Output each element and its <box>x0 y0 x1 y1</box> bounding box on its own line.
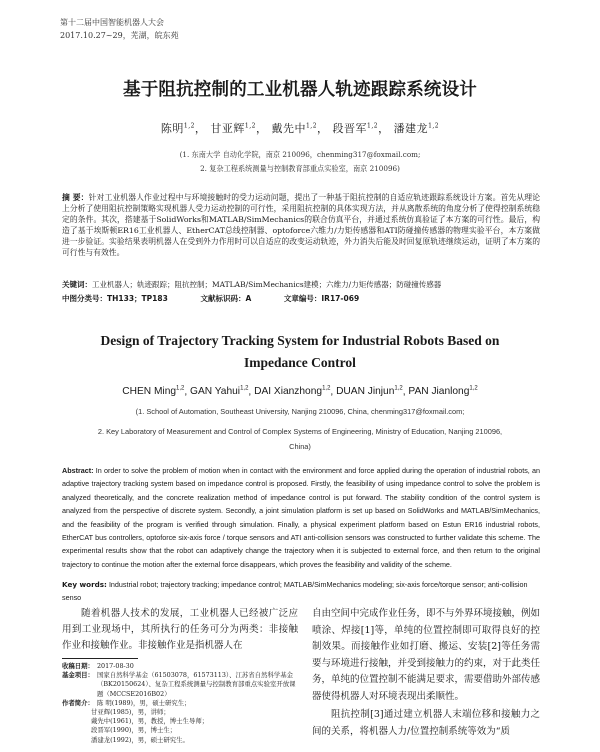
body-column-left <box>62 606 298 654</box>
footnote-author-bio: 戴先中(1961)，男，教授，博士生导师； <box>91 717 209 726</box>
title-english: Design of Trajectory Tracking System for Industrial Robots Based on Impedance Control <box>100 333 500 370</box>
affiliation-en-2: 2. Key Laboratory of Measurement and Control of Complex Systems of Engineering, Ministry of Education, Nanjing 210096, China) <box>97 427 503 451</box>
authors-chinese: 陈明$^{1,2}$， 甘亚辉$^{1,2}$， 戴先中$^{1,2}$， 段晋军$^{1,2}$， 潘建龙$^{1,2}$ <box>160 122 440 135</box>
keywords-cn-text: 工业机器人；轨迹跟踪；阻抗控制；MATLAB/SimMechanics建模；六维力/力矩传感器；防碰撞传感器 <box>92 280 442 289</box>
clc-number: 中图分类号：TH133；TP183 <box>62 294 168 303</box>
author-cn: 陈明$^{1,2}$ <box>160 122 195 135</box>
body-paragraph: 自由空间中完成作业任务，即不与外界环境接触，例如喷涂、焊接[1]等，单纯的位置控制即可取得良好的控制效果。而接触作业如打磨、搬运、安装[2]等任务需要与环境进行接触，并受到接触力的约束，对于此类任务，单纯的位置控制不能满足要求，需要借助外部传感器使得机器人对环境表现出柔顺性。 <box>312 608 541 702</box>
author-cn: 戴先中$^{1,2}$ <box>271 122 318 135</box>
footnotes <box>62 662 298 745</box>
abstract-english <box>62 464 540 571</box>
author-cn: 潘建龙$^{1,2}$ <box>393 122 440 135</box>
conference-name: 第十二届中国智能机器人大会 <box>60 18 164 27</box>
conference-header <box>60 16 179 42</box>
author-en: DUAN Jinjun$^{1,2}$ <box>336 386 403 398</box>
body-paragraph: 阻抗控制[3]通过建立机器人末端位移和接触力之间的关系，将机器人力/位置控制系统等效为“质 <box>312 709 540 737</box>
abstract-cn-label: 摘 要： <box>62 193 89 202</box>
body-column-right <box>312 606 540 740</box>
affiliation-en-1: (1. School of Automation, Southeast University, Nanjing 210096, China, chenming317@foxmail.com; <box>135 407 465 416</box>
affiliation-cn-2: 2. 复杂工程系统测量与控制教育部重点实验室，南京 210096) <box>200 164 400 173</box>
keywords-cn-label: 关键词： <box>62 280 92 289</box>
keywords-en-label: Key words: <box>62 580 107 589</box>
abstract-cn-text: 针对工业机器人作业过程中与环境接触时的受力运动问题，提出了一种基于阻抗控制的自适应轨迹跟踪系统设计方案。首先从理论上分析了使用阻抗控制策略实现机器人受力运动控制的可行性，采用阻抗控制的具体实现方法，并从离散系统的角度分析了使得控制系统稳定的条件。其次，搭建基于SolidWorks和MATLAB/SimMechanics的联合仿真平台，并通过系统仿真验证了本方案的可行性。最后，构造了基于埃斯顿ER16工业机器人、EtherCAT总线控制器、optoforce六维力/力矩传感器和ATI防碰撞传感器的物理实验平台，本方案做进一步验证。实验结果表明机器人在受到外力作用时可以自适应的改变运动轨迹，外力消失后能及时回复原轨迹继续运动，证明了本方案的可行性与有效性。 <box>62 193 540 257</box>
footnote-received: 收稿日期： 2017-08-30 <box>62 662 134 670</box>
author-cn: 甘亚辉$^{1,2}$ <box>210 122 256 135</box>
footnote-author-bio: 作者简介： 陈 明(1989)，男，硕士研究生； <box>62 698 191 707</box>
abstract-chinese <box>62 192 540 258</box>
affiliation-cn-1: (1. 东南大学 自动化学院，南京 210096，chenming317@foxmail.com; <box>179 150 421 159</box>
keywords-english <box>62 578 540 605</box>
document-code: 文献标识码：A <box>200 294 252 303</box>
classification-row <box>62 293 389 304</box>
author-en: CHEN Ming$^{1,2}$ <box>122 386 185 398</box>
footnote-author-bio: 段晋军(1990)，男，博士生； <box>91 726 177 735</box>
authors-english: CHEN Ming$^{1,2}$, GAN Yahui$^{1,2}$, DAI Xianzhong$^{1,2}$, DUAN Jinjun$^{1,2}$, PAN Jianlong$^{1,2}$ <box>122 386 478 398</box>
keywords-en-text: Industrial robot; trajectory tracking; impedance control; MATLAB/SimMechanics modeling; six-axis force/torque sensor; anti-collision senso <box>62 580 528 603</box>
author-en: DAI Xianzhong$^{1,2}$ <box>254 386 331 398</box>
author-en: PAN Jianlong$^{1,2}$ <box>408 386 478 398</box>
abstract-en-label: Abstract: <box>62 466 94 475</box>
keywords-chinese <box>62 279 540 290</box>
body-paragraph: 随着机器人技术的发展，工业机器人已经被广泛应用到工业现场中，其所执行的任务可分为两类：非接触作业和接触作业。非接触作业是指机器人在 <box>62 608 298 651</box>
author-cn: 段晋军$^{1,2}$ <box>332 122 379 135</box>
footnote-funding: 基金项目： 国家自然科学基金（61503078，61573113）、江苏省自然科学基金（BK20150624）、复杂工程系统测量与控制教育部重点实验室开放课题（MCCSE2016B02） <box>62 671 296 698</box>
conference-date-place: 2017.10.27~29，芜湖，皖东苑 <box>60 31 179 40</box>
title-chinese: 基于阻抗控制的工业机器人轨迹跟踪系统设计 <box>123 80 477 100</box>
footnote-author-bio: 甘亚辉(1985)，男，讲师； <box>91 708 170 717</box>
footnote-divider <box>62 658 138 659</box>
abstract-en-text: In order to solve the problem of motion when in contact with the environment and force applied during the operation of industrial robots, an adaptive trajectory tracking system based on impedance control is proposed. Firstly, the feasibility of using impedance control to solve the problem is analyzed theoretically, and the concrete realization method of impedance control is put forward. The stability condition of the control system is analyzed from the perspective of discrete system. Secondly, a joint simulation platform is set up based on SolidWorks and MATLAB/SimMechanics, and the feasibility of the program is verified through simulation. Finally, a physical experiment platform based on Estun ER16 industrial robots, EtherCAT bus controllers, optoforce six-axis force / torque sensors and ATI anti-collision sensors was constructed to further validate this scheme. The experimental results show that the robot can adaptively change the trajectory when it is subjected to external force, and then return to the original trajectory to continue the motion after the external force disappears, which proves the feasibility and validity of the scheme. <box>62 466 541 569</box>
article-id: 文章编号：IR17-069 <box>283 294 360 303</box>
footnote-author-bio: 潘建龙(1992)，男，硕士研究生。 <box>91 735 189 744</box>
author-en: GAN Yahui$^{1,2}$ <box>190 386 249 398</box>
